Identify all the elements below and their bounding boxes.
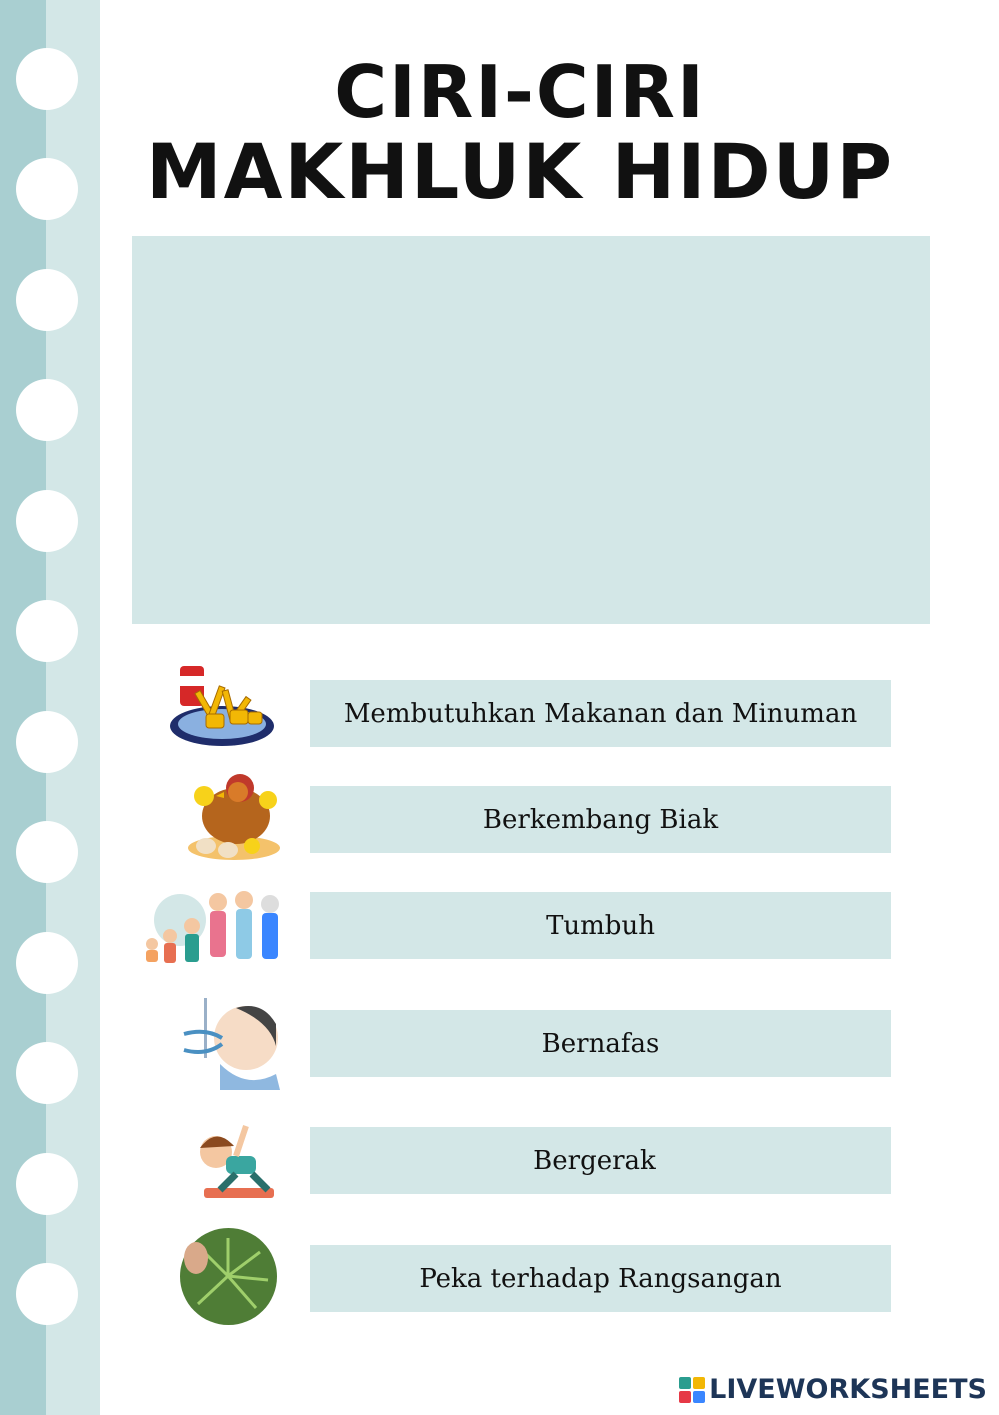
answer-card-tumbuh[interactable]: Tumbuh: [310, 892, 891, 959]
binder-ring: [16, 1263, 78, 1325]
touch-plant-icon: [180, 1228, 277, 1325]
page-title-line-2: MAKHLUK HIDUP: [145, 127, 895, 216]
exercise-icon: [180, 1118, 290, 1214]
brand-grid-icon: [679, 1377, 705, 1403]
binder-ring: [16, 1042, 78, 1104]
answer-card-bergerak[interactable]: Bergerak: [310, 1127, 891, 1194]
answer-card-bernafas[interactable]: Bernafas: [310, 1010, 891, 1077]
binder-ring: [16, 48, 78, 110]
hen-chicks-icon: [176, 766, 286, 862]
answer-card-peka[interactable]: Peka terhadap Rangsangan: [310, 1245, 891, 1312]
binder-ring: [16, 490, 78, 552]
binder-ring: [16, 379, 78, 441]
binder-ring: [16, 600, 78, 662]
liveworksheets-logo: [679, 1374, 987, 1405]
drop-zone[interactable]: [132, 236, 930, 624]
growth-stages-icon: [140, 880, 285, 976]
page-title-line-1: CIRI-CIRI: [334, 50, 706, 134]
binder-ring: [16, 932, 78, 994]
answer-card-berkembang-biak[interactable]: Berkembang Biak: [310, 786, 891, 853]
binder-ring: [16, 821, 78, 883]
breathing-icon: [176, 994, 286, 1090]
food-icon: [166, 660, 276, 756]
binder-ring: [16, 158, 78, 220]
binder-ring: [16, 711, 78, 773]
binder-ring: [16, 1153, 78, 1215]
brand-name: LIVEWORKSHEETS: [709, 1374, 987, 1405]
answer-card-makanan[interactable]: Membutuhkan Makanan dan Minuman: [310, 680, 891, 747]
binder-ring: [16, 269, 78, 331]
